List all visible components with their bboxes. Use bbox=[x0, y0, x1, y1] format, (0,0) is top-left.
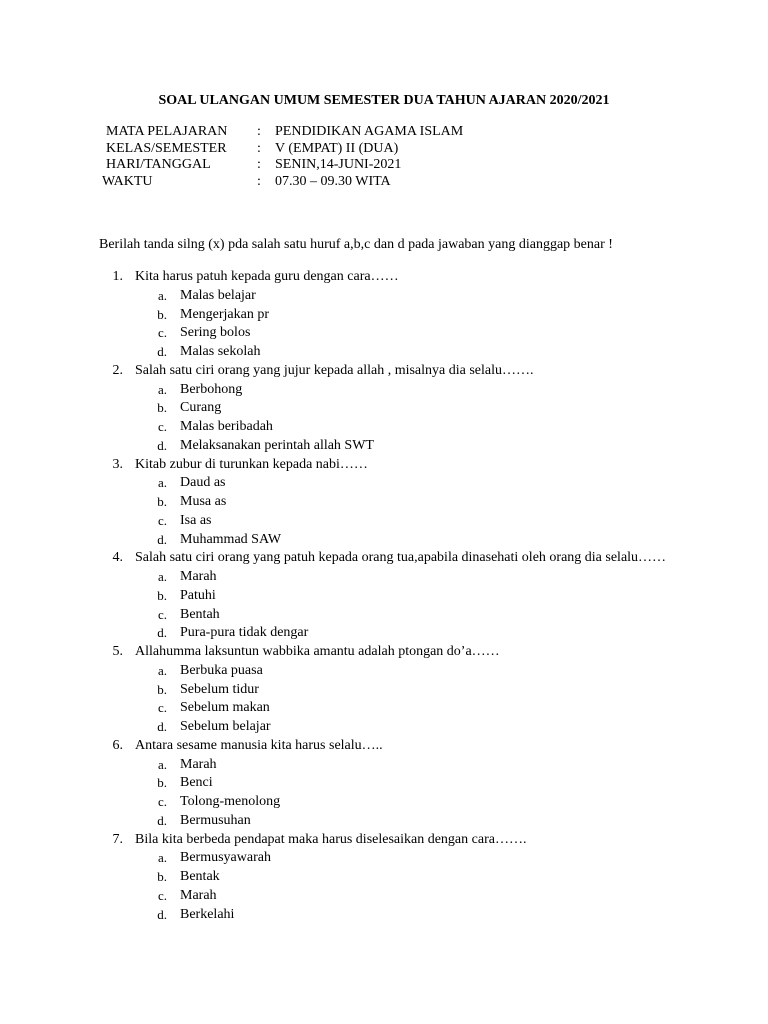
option-letter: d. bbox=[157, 625, 167, 641]
answer-option[interactable] bbox=[0, 887, 768, 906]
question-list bbox=[0, 268, 768, 924]
question-text: Salah satu ciri orang yang patuh kepada orang tua,apabila dinasehati oleh orang dia selalu…… bbox=[135, 550, 667, 566]
question-text: Bila kita berbeda pendapat maka harus diselesaikan dengan cara……. bbox=[135, 831, 527, 847]
answer-option[interactable] bbox=[0, 399, 768, 418]
option-letter: c. bbox=[157, 325, 167, 341]
option-letter: a. bbox=[157, 569, 167, 584]
answer-option[interactable] bbox=[0, 699, 768, 718]
answer-option[interactable] bbox=[0, 418, 768, 437]
option-text: Bentak bbox=[180, 869, 220, 884]
option-letter: d. bbox=[157, 812, 167, 828]
option-text: Berkelahi bbox=[180, 906, 235, 922]
option-text: Malas beribadah bbox=[180, 419, 273, 434]
question-text: Salah satu ciri orang yang jujur kepada allah , misalnya dia selalu……. bbox=[135, 362, 534, 378]
question-item bbox=[0, 737, 768, 756]
option-letter: c. bbox=[157, 700, 167, 716]
option-text: Malas belajar bbox=[180, 287, 256, 303]
question-item bbox=[0, 549, 768, 568]
answer-option[interactable] bbox=[0, 437, 768, 456]
answer-option[interactable] bbox=[0, 587, 768, 606]
option-text: Marah bbox=[180, 756, 217, 772]
option-text: Daud as bbox=[180, 475, 226, 491]
answer-option[interactable] bbox=[0, 662, 768, 681]
option-letter: b. bbox=[157, 681, 167, 697]
exam-info-table bbox=[0, 124, 768, 190]
exam-title: SOAL ULANGAN UMUM SEMESTER DUA TAHUN AJARAN 2020/2021 bbox=[158, 93, 610, 108]
answer-option[interactable] bbox=[0, 868, 768, 887]
question-item bbox=[0, 362, 768, 381]
info-row-class bbox=[0, 141, 768, 158]
option-letter: b. bbox=[157, 775, 167, 791]
info-label-date: HARI/TANGGAL bbox=[106, 157, 211, 172]
question-text: Antara sesame manusia kita harus selalu….. bbox=[135, 737, 383, 753]
answer-option[interactable] bbox=[0, 287, 768, 306]
option-letter: d. bbox=[157, 531, 167, 547]
answer-option[interactable] bbox=[0, 531, 768, 550]
info-label-time: WAKTU bbox=[102, 173, 153, 189]
question-item bbox=[0, 268, 768, 287]
option-letter: c. bbox=[157, 794, 167, 809]
info-colon: : bbox=[257, 173, 261, 189]
info-row-subject bbox=[0, 124, 768, 141]
answer-option[interactable] bbox=[0, 324, 768, 343]
option-text: Marah bbox=[180, 887, 217, 903]
info-colon: : bbox=[257, 124, 261, 139]
info-colon: : bbox=[257, 140, 261, 156]
answer-option[interactable] bbox=[0, 343, 768, 362]
option-letter: b. bbox=[157, 869, 167, 884]
answer-option[interactable] bbox=[0, 849, 768, 868]
answer-option[interactable] bbox=[0, 568, 768, 587]
answer-option[interactable] bbox=[0, 306, 768, 325]
option-text: Sebelum tidur bbox=[180, 681, 259, 697]
option-letter: c. bbox=[157, 606, 167, 622]
question-number: 4. bbox=[112, 550, 123, 566]
answer-option[interactable] bbox=[0, 681, 768, 700]
option-letter: c. bbox=[157, 419, 167, 434]
option-text: Berbuka puasa bbox=[180, 662, 263, 678]
question-number: 2. bbox=[112, 362, 123, 378]
info-value-date: SENIN,14-JUNI-2021 bbox=[275, 157, 402, 172]
answer-option[interactable] bbox=[0, 756, 768, 775]
option-text: Pura-pura tidak dengar bbox=[180, 625, 309, 641]
question-number: 6. bbox=[112, 737, 123, 753]
option-text: Bermusyawarah bbox=[180, 850, 271, 866]
question-item bbox=[0, 643, 768, 662]
answer-option[interactable] bbox=[0, 512, 768, 531]
option-letter: d. bbox=[157, 906, 167, 922]
option-text: Bentah bbox=[180, 606, 220, 622]
info-label-class: KELAS/SEMESTER bbox=[106, 140, 227, 156]
answer-option[interactable] bbox=[0, 718, 768, 737]
info-label-subject: MATA PELAJARAN bbox=[106, 124, 228, 139]
question-item bbox=[0, 831, 768, 850]
answer-option[interactable] bbox=[0, 381, 768, 400]
question-number: 1. bbox=[112, 269, 123, 284]
option-letter: b. bbox=[157, 494, 167, 509]
option-letter: a. bbox=[157, 662, 167, 678]
question-item bbox=[0, 456, 768, 475]
option-text: Curang bbox=[180, 400, 222, 416]
option-text: Berbohong bbox=[180, 381, 243, 397]
option-text: Muhammad SAW bbox=[180, 531, 282, 547]
question-text: Kitab zubur di turunkan kepada nabi…… bbox=[135, 456, 368, 472]
option-text: Melaksanakan perintah allah SWT bbox=[180, 437, 374, 453]
answer-option[interactable] bbox=[0, 493, 768, 512]
option-text: Sebelum belajar bbox=[180, 719, 271, 734]
option-text: Sebelum makan bbox=[180, 700, 270, 716]
answer-option[interactable] bbox=[0, 606, 768, 625]
question-text: Kita harus patuh kepada guru dengan cara…… bbox=[135, 269, 399, 284]
info-value-time: 07.30 – 09.30 WITA bbox=[275, 173, 391, 189]
question-number: 5. bbox=[112, 644, 123, 659]
answer-option[interactable] bbox=[0, 906, 768, 925]
option-letter: d. bbox=[157, 344, 167, 359]
answer-option[interactable] bbox=[0, 624, 768, 643]
option-letter: a. bbox=[157, 475, 167, 491]
option-text: Marah bbox=[180, 569, 217, 584]
option-text: Bermusuhan bbox=[180, 812, 251, 828]
option-text: Sering bolos bbox=[180, 325, 251, 341]
answer-option[interactable] bbox=[0, 793, 768, 812]
option-text: Malas sekolah bbox=[180, 344, 261, 359]
exam-instruction: Berilah tanda silng (x) pda salah satu huruf a,b,c dan d pada jawaban yang dianggap benar ! bbox=[99, 237, 613, 252]
option-letter: b. bbox=[157, 400, 167, 416]
question-number: 3. bbox=[112, 456, 123, 472]
info-row-time bbox=[0, 174, 768, 191]
option-text: Musa as bbox=[180, 494, 227, 509]
question-number: 7. bbox=[112, 831, 123, 847]
option-text: Benci bbox=[180, 775, 213, 791]
option-text: Mengerjakan pr bbox=[180, 306, 270, 322]
info-row-date bbox=[0, 157, 768, 174]
option-letter: d. bbox=[157, 719, 167, 734]
option-letter: a. bbox=[157, 381, 167, 397]
option-letter: c. bbox=[157, 887, 167, 903]
info-colon: : bbox=[257, 157, 261, 172]
option-letter: a. bbox=[157, 287, 167, 303]
option-text: Tolong-menolong bbox=[180, 794, 281, 809]
option-letter: b. bbox=[157, 587, 167, 603]
answer-option[interactable] bbox=[0, 474, 768, 493]
option-letter: a. bbox=[157, 756, 167, 772]
info-value-subject: PENDIDIKAN AGAMA ISLAM bbox=[275, 124, 464, 139]
option-letter: c. bbox=[157, 512, 167, 528]
question-text: Allahumma laksuntun wabbika amantu adalah ptongan do’a…… bbox=[135, 644, 500, 659]
option-letter: b. bbox=[157, 306, 167, 322]
option-letter: d. bbox=[157, 437, 167, 453]
info-value-class: V (EMPAT) II (DUA) bbox=[275, 140, 399, 156]
option-text: Patuhi bbox=[180, 587, 216, 603]
answer-option[interactable] bbox=[0, 812, 768, 831]
option-text: Isa as bbox=[180, 512, 212, 528]
answer-option[interactable] bbox=[0, 774, 768, 793]
option-letter: a. bbox=[157, 850, 167, 866]
